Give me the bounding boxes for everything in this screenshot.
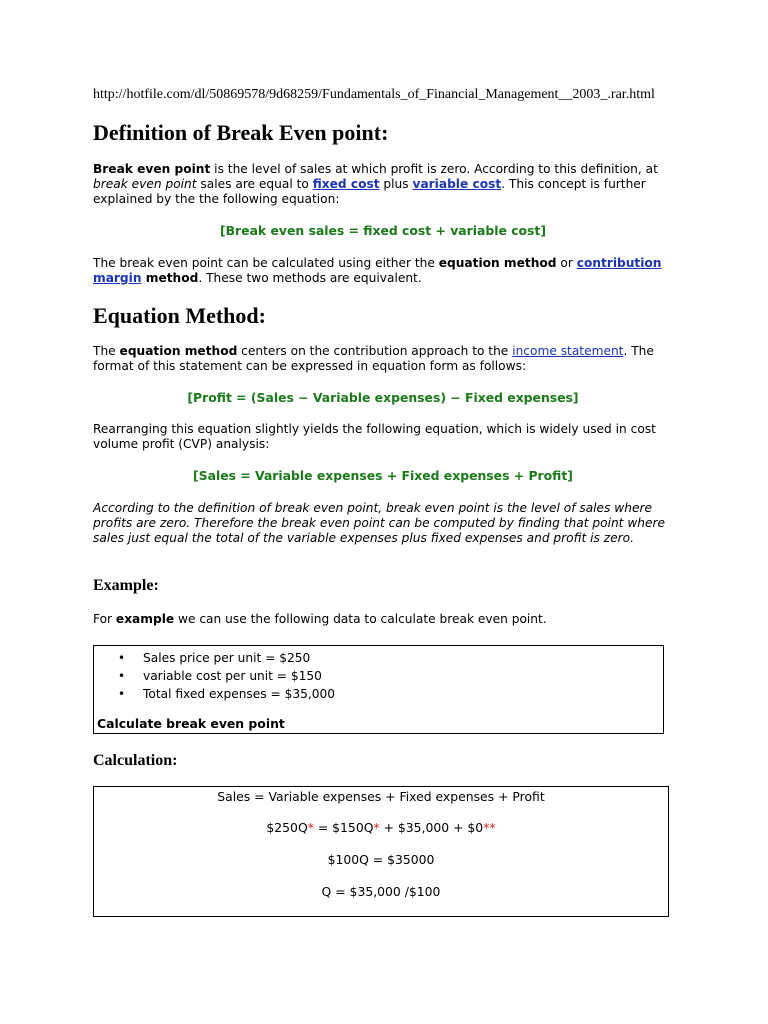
term-method: method <box>141 270 199 285</box>
asterisk-mark: * <box>307 820 314 835</box>
heading-example: Example: <box>93 577 159 594</box>
term-equation-method: equation method <box>438 256 557 270</box>
equation-profit: [Profit = (Sales − Variable expenses) − Fixed expenses] <box>187 390 579 405</box>
text: For <box>93 612 116 626</box>
bullet-icon: • <box>118 669 126 683</box>
bullet-icon: • <box>118 687 126 701</box>
calculation-box <box>93 786 669 917</box>
link-variable-cost[interactable]: variable cost <box>412 176 502 191</box>
text: . The format of this statement can be expressed in equation form as follows: <box>93 344 654 373</box>
heading-equation-method: Equation Method: <box>93 303 266 328</box>
list-item-text: variable cost per unit = $150 <box>143 669 322 683</box>
link-income-statement[interactable]: income statement <box>512 344 624 358</box>
text: $250Q <box>266 820 308 835</box>
bullet-icon: • <box>118 651 126 665</box>
text: = $150Q <box>313 820 374 835</box>
italic-break-even-point: break even point <box>93 176 197 191</box>
text: or <box>556 256 577 270</box>
list-item-text: Total fixed expenses = $35,000 <box>143 687 335 701</box>
list-item <box>94 649 335 667</box>
text: . This concept is further explained by the the following equation: <box>93 176 646 206</box>
calculation-line-3: $100Q = $35000 <box>327 852 435 867</box>
calculation-line-1: Sales = Variable expenses + Fixed expenses + Profit <box>217 789 545 804</box>
list-item-text: Sales price per unit = $250 <box>143 651 311 665</box>
text: The <box>93 344 120 358</box>
paragraph-computation-note: According to the definition of break even point, break even point is the level of sales where profits are zero. Therefore the break even point can be computed by finding that point where sales just equal the total of the variable expenses plus fixed expenses and profit is zero. <box>93 501 666 545</box>
example-task: Calculate break even point <box>97 716 285 731</box>
heading-break-even-definition: Definition of Break Even point: <box>93 120 389 145</box>
paragraph-rearranging: Rearranging this equation slightly yields the following equation, which is widely used in cost volume profit (CVP) analysis: <box>93 422 656 451</box>
list-item <box>94 667 335 685</box>
example-data-list <box>94 649 335 703</box>
text: The break even point can be calculated using either the <box>93 256 439 270</box>
text: is the level of sales at which profit is zero. According to this definition, at <box>210 162 658 176</box>
source-url: http://hotfile.com/dl/50869578/9d68259/Fundamentals_of_Financial_Management__2003_.rar.html <box>93 87 655 102</box>
paragraph-equation-method <box>93 344 673 374</box>
term-break-even-point: Break even point <box>93 162 211 176</box>
paragraph-example-intro <box>93 612 673 627</box>
term-example: example <box>115 612 175 626</box>
text: plus <box>379 176 413 191</box>
calculation-line-4: Q = $35,000 /$100 <box>321 884 441 899</box>
list-item <box>94 685 335 703</box>
term-equation-method-2: equation method <box>119 344 238 358</box>
double-asterisk-mark: ** <box>483 820 496 835</box>
equation-sales: [Sales = Variable expenses + Fixed expenses + Profit] <box>193 468 573 483</box>
text: . These two methods are equivalent. <box>198 270 422 285</box>
example-data-box <box>93 645 664 734</box>
link-fixed-cost[interactable]: fixed cost <box>312 176 380 191</box>
paragraph-definition <box>93 162 673 206</box>
heading-calculation: Calculation: <box>93 752 178 769</box>
calculation-line-2 <box>94 820 668 835</box>
equation-break-even-sales: [Break even sales = fixed cost + variable cost] <box>219 223 547 238</box>
text: centers on the contribution approach to the <box>237 344 513 358</box>
asterisk-mark: * <box>373 820 380 835</box>
text: we can use the following data to calculate break even point. <box>174 612 547 626</box>
paragraph-methods <box>93 256 673 286</box>
link-contribution-margin[interactable]: contribution margin <box>93 256 662 285</box>
text: + $35,000 + $0 <box>379 820 484 835</box>
text: sales are equal to <box>196 176 313 191</box>
